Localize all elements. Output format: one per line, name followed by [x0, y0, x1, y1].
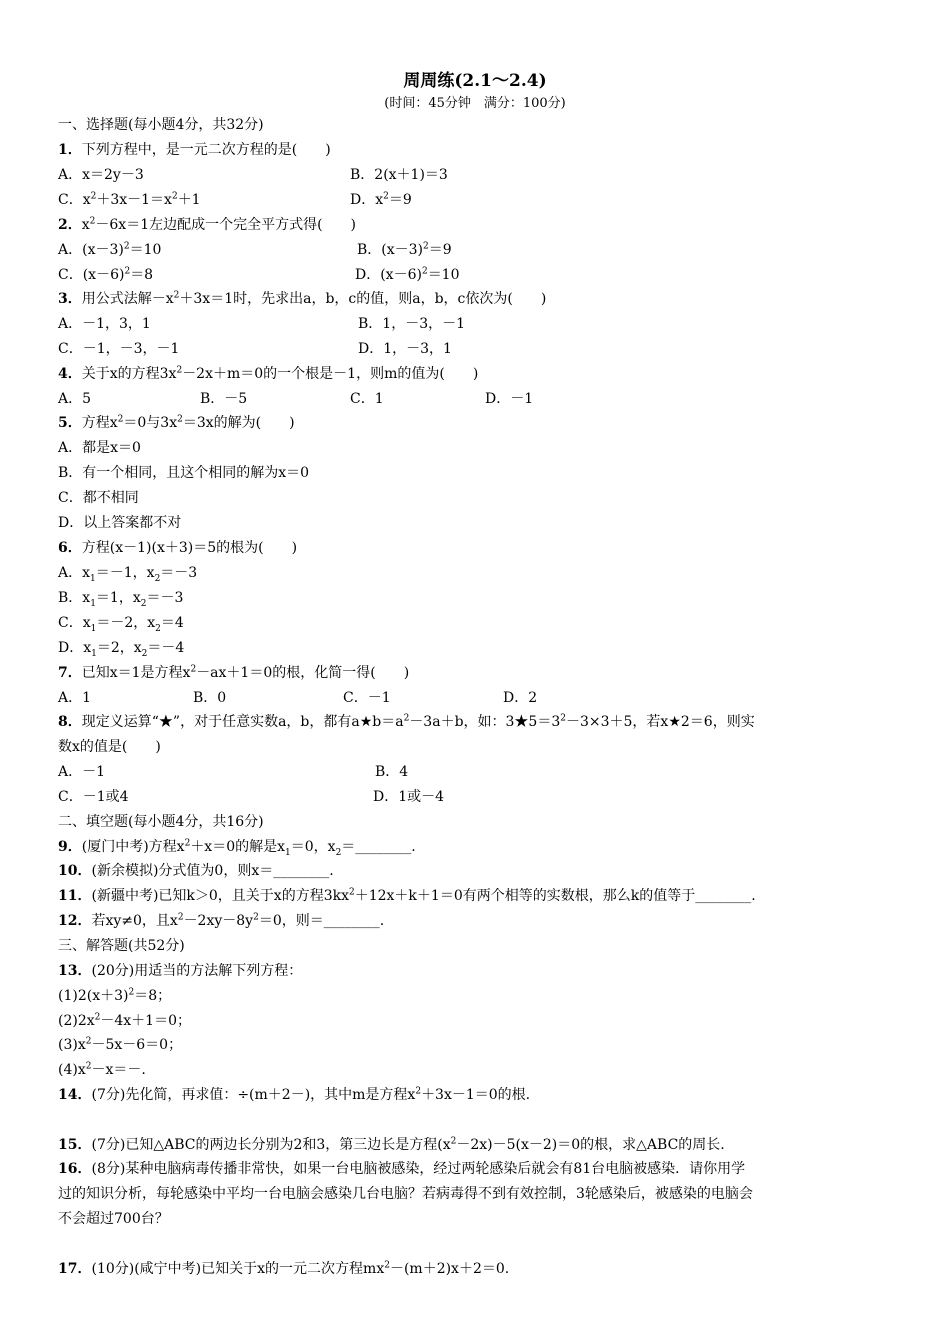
q1-option-c: C．$x^2+3x-1=x^2+1$ — [58, 191, 201, 208]
q5-option-d: D．以上答案都不对 — [58, 515, 182, 531]
q4-option-d: D．－1 — [485, 391, 534, 407]
page-title: 周周练(2.1～2.4) — [403, 71, 547, 91]
question-11: 11．(新疆中考)已知k＞0，且关于x的方程$3kx^2+12x+k+1=0$有两个相等的实数根，那么k的值等于________. — [58, 887, 756, 904]
q5-option-b: B．有一个相同，且这个相同的解为x＝0 — [58, 465, 310, 481]
q2-option-a: A．$(x-3)^2=10$ — [58, 241, 162, 258]
q7-option-a: A．1 — [58, 690, 92, 706]
q3-option-c: C．－1，－3，－1 — [58, 341, 180, 357]
q4-option-a: A．5 — [58, 391, 92, 407]
question-3: 3．用公式法解$-x^2+3x=1$时，先求出a，b，c的值，则a，b，c依次为( ) — [58, 290, 547, 307]
q7-option-b: B．0 — [193, 690, 227, 706]
section-heading-fill: 二、填空题(每小题4分，共16分) — [58, 814, 264, 830]
q2-option-b: B．$(x-3)^2=9$ — [357, 241, 452, 258]
q5-option-c: C．都不相同 — [58, 490, 139, 506]
section-heading-solve: 三、解答题(共52分) — [58, 938, 185, 954]
question-5: 5．方程$x^2=0$与$3x^2=3x$的解为( ) — [58, 414, 295, 431]
q7-option-d: D．2 — [503, 690, 538, 706]
question-16: 16．(8分)某种电脑病毒传播非常快，如果一台电脑被感染，经过两轮感染后就会有81台电脑被感染．请你用学 — [58, 1161, 746, 1177]
question-8-continued: 数x的值是( ) — [58, 739, 161, 755]
q13-sub-1: $(1)2(x+3)^2=8$； — [58, 987, 172, 1004]
question-2: 2．$x^2-6x=1$左边配成一个完全平方式得( ) — [58, 216, 357, 233]
question-14: 14．(7分)先化简，再求值：÷(m＋2－)，其中m是方程$x^2+3x-1=0$的根. — [58, 1086, 531, 1103]
question-8: 8．现定义运算“★”，对于任意实数a，b，都有$a★b=a^2-3a+b$，如：$3★5=3^2-3\times 3+5$，若x★2＝6，则实 — [58, 713, 755, 730]
question-16-line-2: 过的知识分析，每轮感染中平均一台电脑会感染几台电脑？若病毒得不到有效控制，3轮感染后，被感染的电脑会 — [58, 1186, 753, 1202]
question-4: 4．关于x的方程$3x^2-2x+m=0$的一个根是－1，则m的值为( ) — [58, 365, 479, 382]
q13-sub-4: $(4)x^2-x=-$. — [58, 1061, 146, 1078]
q6-option-a: A．$x_1=-1$，$x_2=-3$ — [58, 565, 198, 584]
question-10: 10．(新余模拟)分式值为0，则x＝________. — [58, 863, 334, 879]
q4-option-c: C．1 — [350, 391, 384, 407]
question-12: 12．若xy≠0，且$x^2-2xy-8y^2=0$，则＝________. — [58, 912, 385, 929]
q3-option-d: D．1，－3，1 — [358, 341, 452, 357]
q6-option-c: C．$x_1=-2$，$x_2=4$ — [58, 615, 184, 634]
question-6: 6．方程(x－1)(x＋3)＝5的根为( ) — [58, 540, 298, 556]
section-heading-choice: 一、选择题(每小题4分，共32分) — [58, 117, 264, 133]
q2-option-c: C．$(x-6)^2=8$ — [58, 266, 154, 283]
question-9: 9．(厦门中考)方程$x^2+x=0$的解是$x_1=0$，$x_2=\_\_\_\_\_\_\_\_$. — [58, 838, 416, 858]
q8-option-b: B．4 — [375, 764, 409, 780]
q2-option-d: D．$(x-6)^2=10$ — [355, 266, 460, 283]
q6-option-d: D．$x_1=2$，$x_2=-4$ — [58, 640, 185, 659]
q8-option-c: C．－1或4 — [58, 789, 129, 805]
question-7: 7．已知x＝1是方程$x^2-ax+1=0$的根，化简一得( ) — [58, 664, 410, 681]
q3-option-b: B．1，－3，－1 — [358, 316, 466, 332]
question-15: 15．(7分)已知△ABC的两边长分别为2和3，第三边长是方程$(x^2-2x)-5(x-2)=0$的根，求△ABC的周长. — [58, 1136, 725, 1153]
q6-option-b: B．$x_1=1$，$x_2=-3$ — [58, 590, 184, 609]
q3-option-a: A．－1，3，1 — [58, 316, 151, 332]
q8-option-a: A．－1 — [58, 764, 106, 780]
q1-option-d: D．$x^2=9$ — [350, 191, 412, 208]
q5-option-a: A．都是x＝0 — [58, 440, 141, 456]
question-13: 13．(20分)用适当的方法解下列方程： — [58, 963, 303, 979]
page-subtitle: (时间：45分钟 满分：100分) — [384, 96, 566, 111]
question-16-line-3: 不会超过700台？ — [58, 1211, 169, 1227]
question-17: 17．(10分)(咸宁中考)已知关于x的一元二次方程$mx^2-(m+2)x+2=0$. — [58, 1260, 510, 1277]
q4-option-b: B．－5 — [200, 391, 248, 407]
q13-sub-2: $(2)2x^2-4x+1=0$； — [58, 1012, 191, 1029]
q8-option-d: D．1或－4 — [373, 789, 445, 805]
q1-option-b: B．2(x＋1)＝3 — [350, 167, 448, 183]
q1-option-a: A．x＝2y－3 — [58, 167, 144, 183]
q7-option-c: C．－1 — [343, 690, 391, 706]
q13-sub-3: $(3)x^2-5x-6=0$； — [58, 1036, 183, 1053]
question-1: 1．下列方程中，是一元二次方程的是( ) — [58, 142, 331, 158]
